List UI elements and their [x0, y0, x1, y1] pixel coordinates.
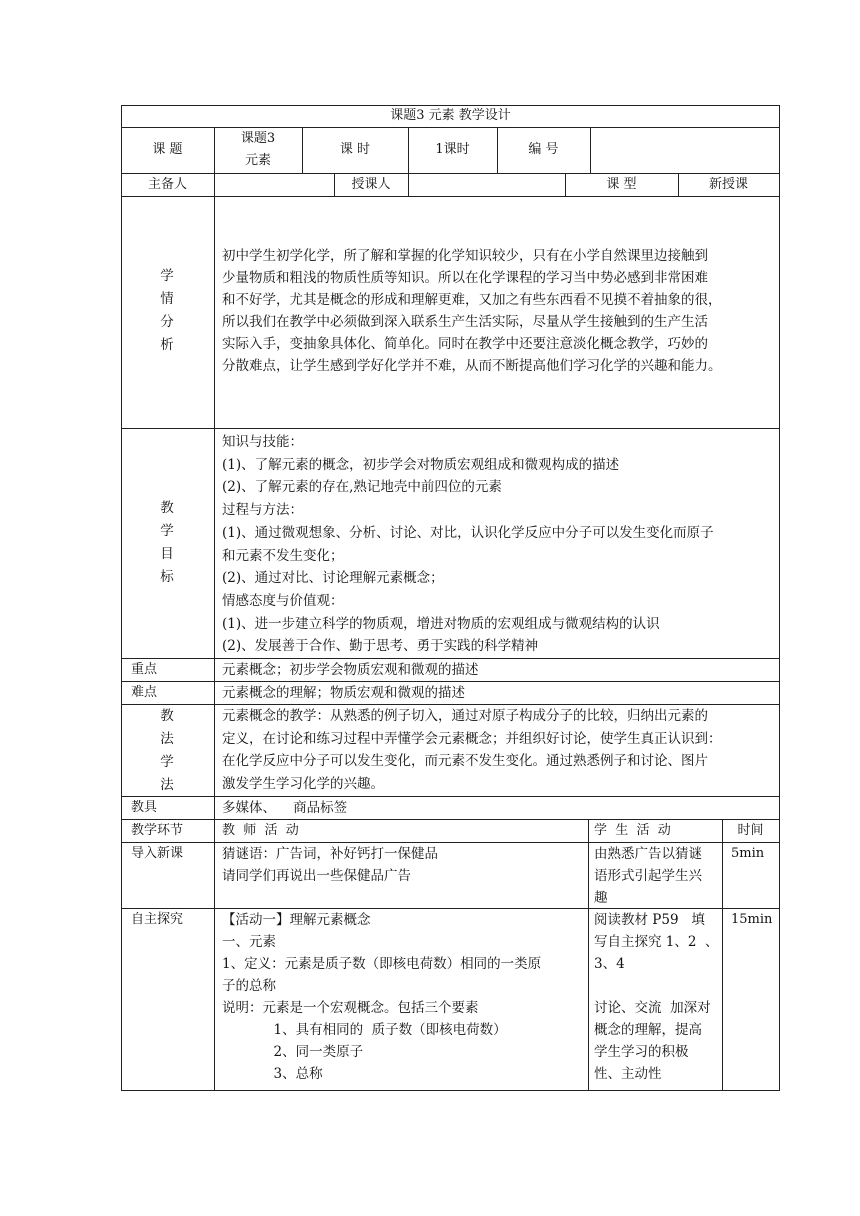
preparer-label: 主备人: [147, 177, 187, 192]
objective-line: 情感态度与价值观：: [222, 592, 344, 609]
method-label: 教 法 学 法: [160, 708, 174, 793]
type-label: 课 型: [606, 177, 637, 192]
objective-line: (2)、通过对比、讨论理解元素概念；: [222, 570, 444, 587]
objective-line: (1)、了解元素的概念，初步学会对物质宏观组成和微观构成的描述: [222, 456, 620, 473]
hours-value: 1课时: [435, 142, 470, 157]
difficulty-text: 元素概念的理解；物质宏观和微观的描述: [222, 685, 465, 701]
row-time: 15min: [731, 912, 773, 927]
grid-line: [214, 819, 215, 1091]
objective-line: (2)、了解元素的存在,熟记地壳中前四位的元素: [222, 479, 502, 496]
key-point-text: 元素概念；初步学会物质宏观和微观的描述: [222, 662, 479, 678]
type-value: 新授课: [708, 177, 748, 192]
difficulty-label: 难点: [131, 685, 158, 700]
page-title: 课题3 元素 教学设计: [390, 108, 511, 123]
row-teacher-activity: 猜谜语：广告词，补好钙打一保健品 请同学们再说出一些保健品广告: [222, 846, 438, 884]
row-time: 5min: [731, 846, 765, 861]
grid-line: [121, 428, 780, 429]
grid-line: [121, 105, 122, 1091]
objectives-list: [222, 431, 777, 658]
row-student-activity: 由熟悉广告以猜谜 语形式引起学生兴 趣: [594, 846, 702, 906]
tools-label: 教具: [131, 800, 158, 815]
topic-value: 课题3 元素: [240, 131, 276, 168]
analysis-label: 学 情 分 析: [160, 268, 174, 353]
header-time: 时间: [737, 823, 764, 838]
method-text: 元素概念的教学：从熟悉的例子切入，通过对原子构成分子的比较，归纳出元素的 定义，在讨论和练习过程中弄懂学会元素概念；并组织好讨论，使学生真正认识到： 在化学反应中分子可以发生变化，而元素不发生变化。通过熟悉例子和讨论、图片 激发学生学习化学的兴趣。: [222, 708, 722, 792]
analysis-text: 初中学生初学化学，所了解和掌握的化学知识较少，只有在小学自然课里边接触到 少量物质和粗浅的物质性质等知识。所以在化学课程的学习当中势必感到非常困难 和不好学，尤其是概念的形成和理解更难，又加之有些东西看不见摸不着抽象的很， 所以我们在教学中必须做到深入联系生产生活实际，尽量从学生接触到的生产生活 实际入手，变抽象具体化、简单化。同时在教学中还要注意淡化概念教学，巧妙的 分散难点，让学生感到学好化学并不难，从而不断提高他们学习化学的兴趣和能力。: [222, 248, 722, 374]
objective-line: 和元素不发生变化；: [222, 547, 344, 564]
grid-line: [722, 819, 723, 1091]
grid-line: [214, 196, 215, 819]
grid-line: [121, 819, 780, 820]
row-stage: 导入新课: [131, 846, 184, 861]
grid-line: [121, 196, 780, 197]
objectives-label: 教 学 目 标: [160, 500, 174, 585]
grid-line: [590, 127, 591, 173]
header-stage: 教学环节: [131, 823, 184, 838]
objective-line: 过程与方法：: [222, 502, 303, 519]
objective-line: (2)、发展善于合作、勤于思考、勇于实践的科学精神: [222, 638, 539, 655]
topic-label: 课 题: [152, 142, 183, 157]
grid-line: [214, 173, 215, 196]
objective-line: (1)、通过微观想象、分析、讨论、对比，认识化学反应中分子可以发生变化而原子: [222, 524, 714, 541]
number-label: 编 号: [528, 142, 559, 157]
objective-line: 知识与技能：: [222, 434, 303, 450]
row-teacher-activity: 【活动一】理解元素概念 一、元素 1、定义：元素是质子数（即核电荷数）相同的一类原 子的总称 说明：元素是一个宏观概念。包括三个要素 1、具有相同的 质子数（即核电荷数） 2、同一类原子 3、总称: [222, 912, 542, 1082]
hours-label: 课 时: [339, 142, 371, 157]
grid-line: [408, 173, 409, 196]
grid-line: [588, 819, 589, 1091]
grid-line: [779, 105, 780, 1091]
grid-line: [121, 796, 780, 797]
row-student-activity: 阅读教材 P59 填 写自主探究 1、2 、 3、4 讨论、交流 加深对 概念的理解，提高 学生学习的积极 性、主动性: [594, 912, 719, 1082]
teacher-label: 授课人: [351, 177, 391, 192]
header-teacher: 教 师 活 动: [222, 823, 299, 838]
objective-line: (1)、进一步建立科学的物质观，增进对物质的宏观组成与微观结构的认识: [222, 615, 660, 632]
tools-text: 多媒体、 商品标签: [222, 800, 348, 816]
row-stage: 自主探究: [131, 912, 184, 927]
key-point-label: 重点: [131, 662, 158, 677]
header-student: 学 生 活 动: [594, 823, 671, 838]
grid-line: [121, 1090, 780, 1091]
